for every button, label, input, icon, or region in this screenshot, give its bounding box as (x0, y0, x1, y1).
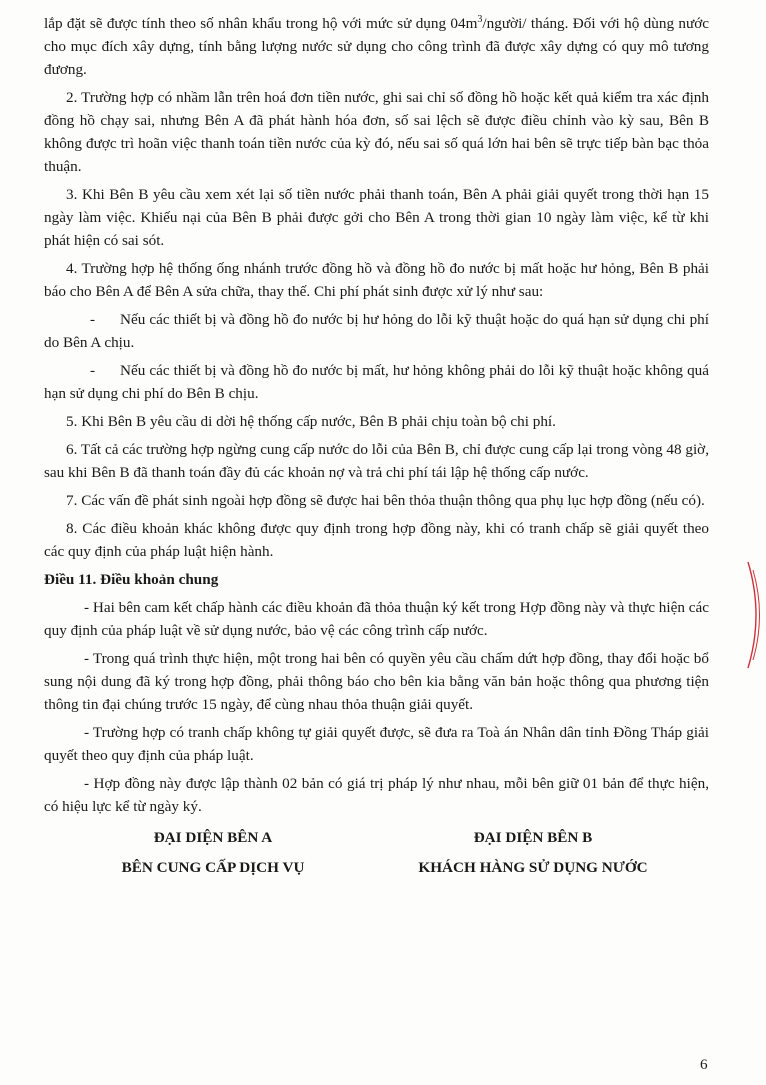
dash-bullet: - (90, 362, 96, 379)
party-b-title: ĐẠI DIỆN BÊN B (473, 829, 593, 846)
item-text: Nếu các thiết bị và đồng hồ đo nước bị mất, hư hỏng không phải do lỗi kỹ thuật hoặc không quá hạn sử dụng chi phí do Bên B chịu. (44, 362, 709, 402)
page-number: 6 (700, 1056, 708, 1073)
clause-6: 6. Tất cả các trường hợp ngừng cung cấp nước do lỗi của Bên B, chỉ được cung cấp lại trong vòng 48 giờ, sau khi Bên B đã thanh toán đầy đủ các khoản nợ và trả chi phí tái lập hệ thống cấp nước. (44, 441, 710, 481)
general-term-4: - Hợp đồng này được lập thành 02 bản có giá trị pháp lý như nhau, mỗi bên giữ 01 bản để thực hiện, có hiệu lực kể từ ngày ký. (44, 775, 709, 815)
stamp-edge-mark (744, 560, 766, 670)
party-b-role: KHÁCH HÀNG SỬ DỤNG NƯỚC (418, 859, 648, 876)
general-term-1: - Hai bên cam kết chấp hành các điều khoản đã thỏa thuận ký kết trong Hợp đồng này và thực hiện các quy định của pháp luật về sử dụng nước, bảo vệ các công trình cấp nước. (44, 599, 709, 639)
paragraph-text: /người/ tháng. Đối với hộ dùng nước cho mục đích xây dựng, tính bằng lượng nước sử dụng cho công trình đã được xây dựng có quy mô tương đương. (44, 15, 709, 78)
dash-bullet: - (90, 311, 96, 328)
clause-7: 7. Các vấn đề phát sinh ngoài hợp đồng sẽ được hai bên thỏa thuận thông qua phụ lục hợp đồng (nếu có). (66, 492, 705, 509)
clause-8: 8. Các điều khoản khác không được quy định trong hợp đồng này, khi có tranh chấp sẽ giải quyết theo các quy định của pháp luật hiện hành. (44, 520, 709, 560)
superscript: 3 (477, 13, 483, 25)
party-b-signature (398, 826, 668, 886)
clause-3: 3. Khi Bên B yêu cầu xem xét lại số tiền nước phải thanh toán, Bên A phải giải quyết trong thời hạn 15 ngày làm việc. Khiếu nại của Bên B phải được gởi cho Bên A trong thời gian 10 ngày làm việc, kể từ khi phát hiện có sai sót. (44, 186, 709, 249)
clause-4-item-2 (44, 359, 709, 405)
party-a-title: ĐẠI DIỆN BÊN A (153, 829, 273, 846)
clause-4: 4. Trường hợp hệ thống ống nhánh trước đồng hồ và đồng hồ đo nước bị mất hoặc hư hỏng, Bên B phải báo cho Bên A để Bên A sửa chữa, thay thế. Chi phí phát sinh được xử lý như sau: (44, 260, 709, 300)
article-11-heading: Điều 11. Điều khoản chung (44, 571, 219, 588)
item-text: Nếu các thiết bị và đồng hồ đo nước bị hư hỏng do lỗi kỹ thuật hoặc do quá hạn sử dụng chi phí do Bên A chịu. (44, 311, 709, 351)
document-body (44, 12, 709, 823)
clause-2: 2. Trường hợp có nhầm lẫn trên hoá đơn tiền nước, ghi sai chỉ số đồng hồ hoặc kết quả kiểm tra xác định đồng hồ chạy sai, nhưng Bên A đã phát hành hóa đơn, số sai lệch sẽ được điều chỉnh vào kỳ sau, Bên B không được trì hoãn việc thanh toán tiền nước của kỳ đó, nếu sai số quá lớn hai bên sẽ trực tiếp bàn bạc thỏa thuận. (44, 89, 709, 175)
paragraph-continuation (44, 12, 709, 81)
party-a-role: BÊN CUNG CẤP DỊCH VỤ (121, 859, 305, 876)
party-a-signature (78, 826, 348, 886)
general-term-3: - Trường hợp có tranh chấp không tự giải quyết được, sẽ đưa ra Toà án Nhân dân tỉnh Đồng Tháp giải quyết theo quy định của pháp luật. (44, 724, 709, 764)
general-term-2: - Trong quá trình thực hiện, một trong hai bên có quyền yêu cầu chấm dứt hợp đồng, thay đổi hoặc bổ sung nội dung đã ký trong hợp đồng, phải thông báo cho bên kia bằng văn bản hoặc thông qua phương tiện thông tin đại chúng trước 15 ngày, để cùng nhau thỏa thuận giải quyết. (44, 650, 709, 713)
paragraph-text: lắp đặt sẽ được tính theo số nhân khẩu trong hộ với mức sử dụng 04m (44, 15, 478, 32)
clause-4-item-1 (44, 308, 709, 354)
clause-5: 5. Khi Bên B yêu cầu di dời hệ thống cấp nước, Bên B phải chịu toàn bộ chi phí. (66, 413, 556, 430)
